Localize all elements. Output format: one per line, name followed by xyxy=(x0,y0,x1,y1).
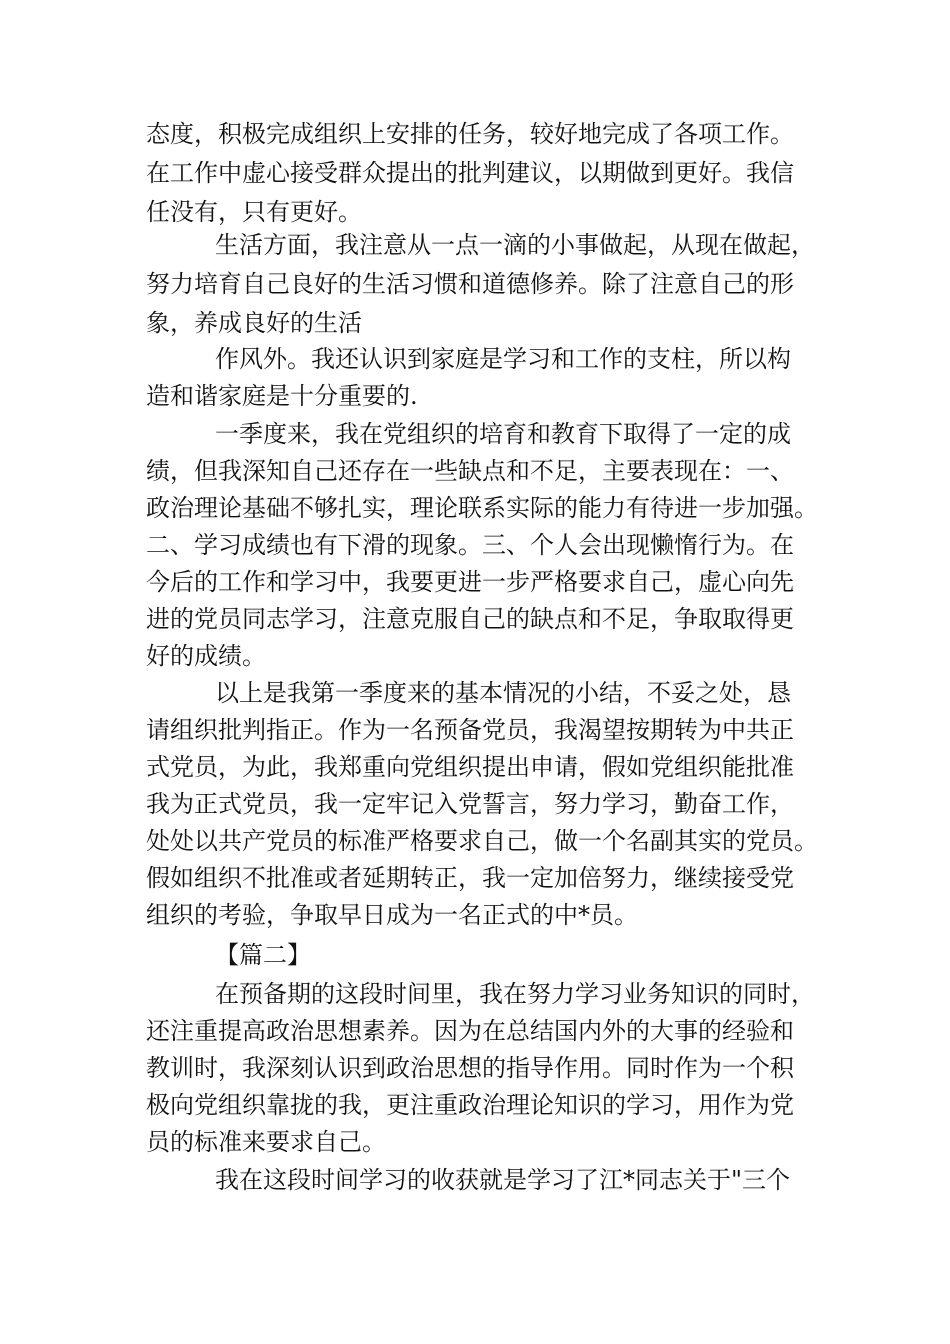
text-line: 请组织批判指正。作为一名预备党员，我渴望按期转为中共正 xyxy=(146,716,794,744)
text-line: 今后的工作和学习中，我要更进一步严格要求自己，虚心向先 xyxy=(146,568,794,596)
text-line: 好的成绩。 xyxy=(146,642,266,670)
paragraph-start-line: 生活方面，我注意从一点一滴的小事做起，从现在做起， xyxy=(215,231,815,259)
text-line: 教训时，我深刻认识到政治思想的指导作用。同时作为一个积 xyxy=(146,1054,794,1082)
paragraph-start-line: 在预备期的这段时间里，我在努力学习业务知识的同时， xyxy=(215,980,815,1008)
text-line: 假如组织不批准或者延期转正，我一定加倍努力，继续接受党 xyxy=(146,864,794,892)
text-line: 极向党组织靠拢的我，更注重政治理论知识的学习，用作为党 xyxy=(146,1091,794,1119)
text-line: 在工作中虚心接受群众提出的批判建议，以期做到更好。我信 xyxy=(146,159,794,187)
text-line: 态度，积极完成组织上安排的任务，较好地完成了各项工作。 xyxy=(146,120,794,148)
text-line: 政治理论基础不够扎实，理论联系实际的能力有待进一步加强。 xyxy=(146,494,818,522)
text-line: 式党员，为此，我郑重向党组织提出申请，假如党组织能批准 xyxy=(146,753,794,781)
text-line: 绩，但我深知自己还存在一些缺点和不足，主要表现在：一、 xyxy=(146,457,794,485)
text-line: 处处以共产党员的标准严格要求自己，做一个名副其实的党员。 xyxy=(146,827,818,855)
text-line: 组织的考验，争取早日成为一名正式的中*员。 xyxy=(146,901,638,929)
section-heading: 【篇二】 xyxy=(215,941,311,969)
paragraph-start-line: 以上是我第一季度来的基本情况的小结，不妥之处，恳 xyxy=(215,679,791,707)
paragraph-start-line: 一季度来，我在党组织的培育和教育下取得了一定的成 xyxy=(215,420,791,448)
text-line: 造和谐家庭是十分重要的. xyxy=(146,382,418,410)
text-line: 二、学习成绩也有下滑的现象。三、个人会出现懒惰行为。在 xyxy=(146,531,794,559)
text-line: 还注重提高政治思想素养。因为在总结国内外的大事的经验和 xyxy=(146,1017,794,1045)
text-line: 努力培育自己良好的生活习惯和道德修养。除了注意自己的形 xyxy=(146,270,794,298)
text-line: 我为正式党员，我一定牢记入党誓言，努力学习，勤奋工作， xyxy=(146,790,794,818)
paragraph-start-line: 我在这段时间学习的收获就是学习了江*同志关于"三个 xyxy=(215,1166,791,1194)
paragraph-start-line: 作风外。我还认识到家庭是学习和工作的支柱，所以构 xyxy=(215,345,791,373)
text-line: 象，养成良好的生活 xyxy=(146,309,362,337)
text-line: 任没有，只有更好。 xyxy=(146,198,362,226)
text-line: 进的党员同志学习，注意克服自己的缺点和不足，争取取得更 xyxy=(146,605,794,633)
text-line: 员的标准来要求自己。 xyxy=(146,1128,386,1156)
